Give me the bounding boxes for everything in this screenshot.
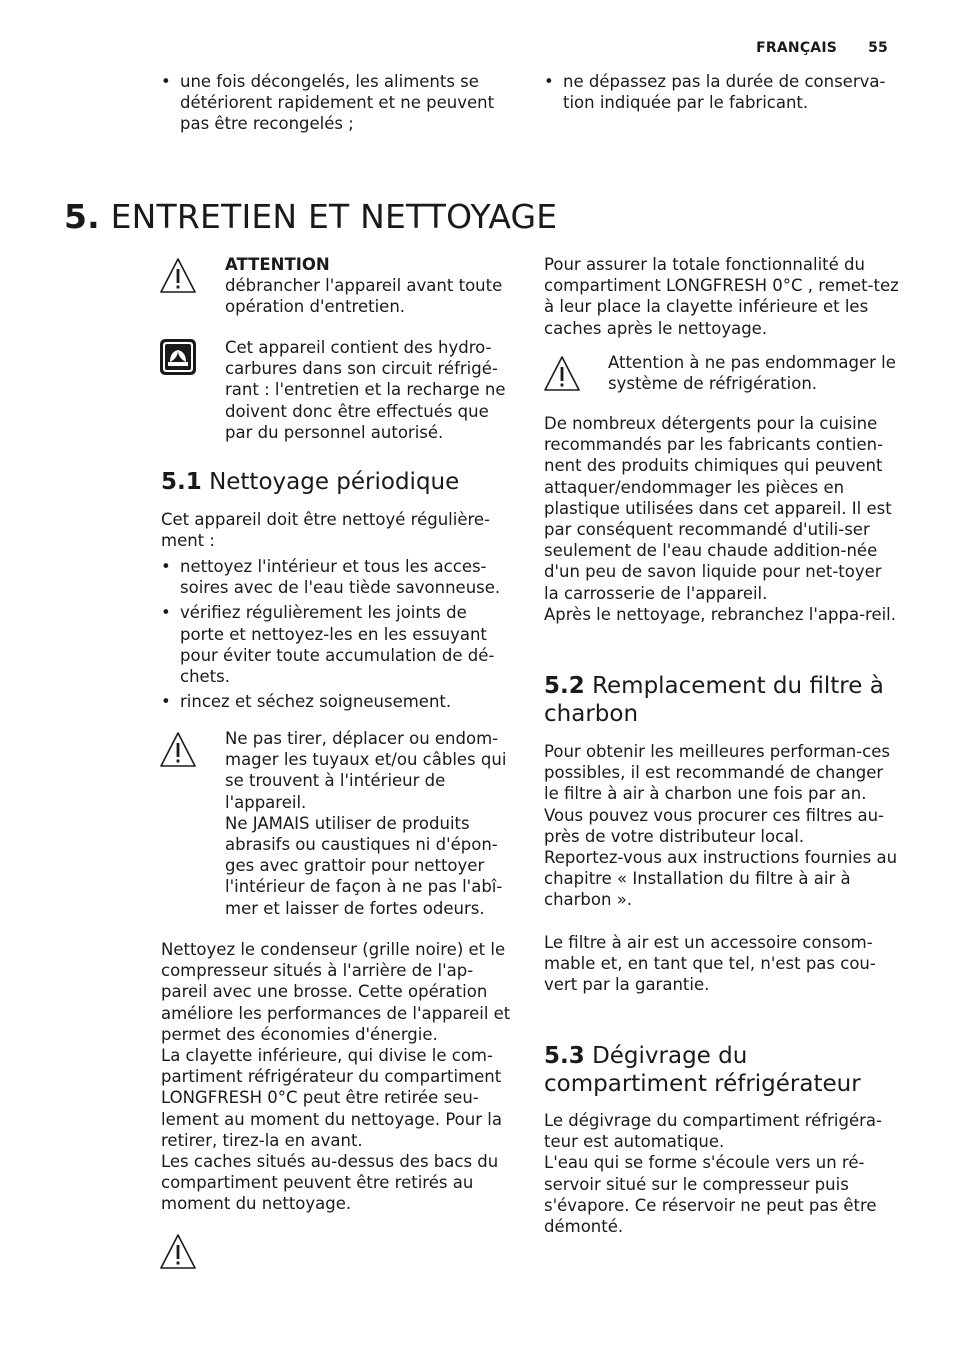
paragraph: Reportez-vous aux instructions fournies au chapitre « Installation du filtre à air à charbon ». [544,848,898,910]
section-number: 5.3 [544,1043,585,1069]
list-item: • nettoyez l'intérieur et tous les acces-soires avec de l'eau tiède savonneuse. [161,556,511,598]
left-body-text [161,939,514,1215]
paragraph: Nettoyez le condenseur (grille noire) et le compresseur situés à l'arrière de l'ap-pareil avec une brosse. Cette opération améliore les performances de l'appareil et permet des économies d'énergie. [161,940,511,1044]
section-number: 5.2 [544,673,585,699]
section-5-3-heading [544,1042,900,1098]
refrigeration-warning: Attention à ne pas endommager le système de réfrigération. [608,353,896,394]
top-right-bullets [544,71,900,117]
warning-text: Ne pas tirer, déplacer ou endom-mager les tuyaux et/ou câbles qui se trouvent à l'intérieur de l'appareil. [225,729,507,812]
page-header [756,38,888,59]
environment-icon [158,337,198,377]
paragraph: Après le nettoyage, rebranchez l'appa-reil. [544,604,897,624]
warning-icon [542,354,582,394]
section-title: Dégivrage du compartiment réfrigérateur [544,1043,861,1097]
section-5-2-heading [544,672,900,728]
warning-icon [158,1232,198,1272]
warning-icon [158,730,198,770]
chapter-title [64,197,557,237]
section-5-2-body [544,741,900,995]
paragraph: Pour assurer la totale fonctionnalité du compartiment LONGFRESH 0°C , remet-tez à leur place la clayette inférieure et les caches après le nettoyage. [544,255,899,338]
paragraph: Pour obtenir les meilleures performan-ces possibles, il est recommandé de changer le filtre à air à charbon une fois par an. [544,742,891,804]
detergent-text [544,413,900,625]
page-number: 55 [868,40,888,56]
chapter-title-text: ENTRETIEN ET NETTOYAGE [110,197,558,236]
cleaning-bullets [161,556,511,716]
section-number: 5.1 [161,469,202,495]
header-language: FRANÇAIS [756,40,838,56]
list-item: • ne dépassez pas la durée de conserva-tion indiquée par le fabricant. [544,71,900,113]
list-item: • une fois décongelés, les aliments se détériorent rapidement et ne peuvent pas être recongelés ; [161,71,511,135]
handling-warning [225,728,517,919]
paragraph: L'eau qui se forme s'écoule vers un ré-servoir situé sur le compresseur puis s'évapore. Ce réservoir ne peut pas être démonté. [544,1153,877,1237]
section-title: Remplacement du filtre à charbon [544,673,884,727]
paragraph: Vous pouvez vous procurer ces filtres au-près de votre distributeur local. [544,805,884,846]
paragraph: Le dégivrage du compartiment réfrigéra-teur est automatique. [544,1111,882,1152]
paragraph: Les caches situés au-dessus des bacs du compartiment peuvent être retirés au moment du nettoyage. [161,1152,499,1214]
top-left-bullets [161,71,511,139]
section-5-1-intro: Cet appareil doit être nettoyé régulière-ment : [161,510,491,551]
attention-block [225,254,517,318]
attention-label: ATTENTION [225,255,330,274]
list-item: • vérifiez régulièrement les joints de porte et nettoyez-les en les essuyant pour éviter toute accumulation de dé-chets. [161,602,511,687]
section-title: Nettoyage périodique [209,469,460,495]
list-item: • rincez et séchez soigneusement. [161,691,511,712]
warning-icon [158,256,198,296]
paragraph: La clayette inférieure, qui divise le com-partiment réfrigérateur du compartiment LONGFRESH 0°C peut être retirée seu-lement au moment du nettoyage. Pour la retirer, tirez-la en avant. [161,1046,502,1150]
paragraph: De nombreux détergents pour la cuisine recommandés par les fabricants contien-nent des produits chimiques qui peuvent attaquer/endommager les pièces en plastique utilisées dans cet appareil. Il est par conséquent recommandé d'utili-ser seulement de l'eau chaude addition-née d'un peu de savon liquide pour net-toyer la carrosserie de l'appareil. [544,414,892,603]
warning-text: Ne JAMAIS utiliser de produits abrasifs ou caustiques ni d'épon-ges avec grattoir pour nettoyer l'intérieur de façon à ne pas l'abî-mer et laisser de fortes odeurs. [225,813,503,918]
attention-text: débrancher l'appareil avant toute opération d'entretien. [225,276,503,317]
chapter-number: 5. [64,197,100,236]
paragraph: Le filtre à air est un accessoire consom-mable et, en tant que tel, n'est pas cou-vert par la garantie. [544,932,876,995]
section-5-3-body [544,1110,900,1237]
section-5-1-heading [161,468,459,496]
hydrocarbon-note: Cet appareil contient des hydro-carbures dans son circuit réfrigé-rant : l'entretien et la recharge ne doivent donc être effectués que par du personnel autorisé. [225,338,506,442]
